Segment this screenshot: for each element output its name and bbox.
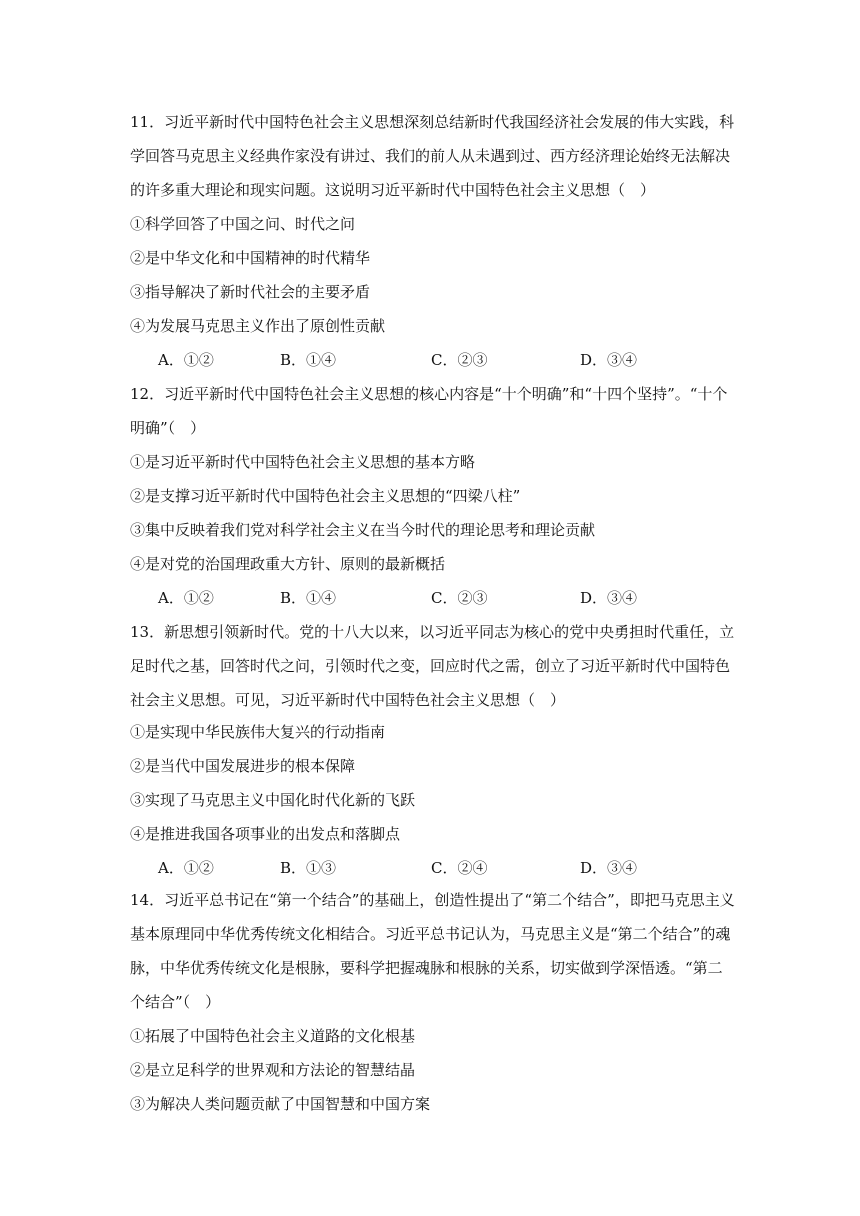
q11-item-3: ③指导解决了新时代社会的主要矛盾 bbox=[130, 283, 371, 301]
q13-item-1: ①是实现中华民族伟大复兴的行动指南 bbox=[130, 723, 386, 741]
q13-option-a: A．①② bbox=[158, 859, 214, 877]
q14-item-1: ①拓展了中国特色社会主义道路的文化根基 bbox=[130, 1027, 416, 1045]
q12-option-c: C．②③ bbox=[431, 589, 488, 607]
q11-option-b: B．①④ bbox=[280, 351, 337, 369]
q13-item-3: ③实现了马克思主义中国化时代化新的飞跃 bbox=[130, 791, 416, 809]
q11-item-2: ②是中华文化和中国精神的时代精华 bbox=[130, 249, 371, 267]
q14-item-2: ②是立足科学的世界观和方法论的智慧结晶 bbox=[130, 1061, 416, 1079]
q12-option-a: A．①② bbox=[158, 589, 214, 607]
q11-item-4: ④为发展马克思主义作出了原创性贡献 bbox=[130, 317, 386, 335]
q11-stem-line-1: 11．习近平新时代中国特色社会主义思想深刻总结新时代我国经济社会发展的伟大实践，科 bbox=[130, 113, 735, 131]
q12-option-b: B．①④ bbox=[280, 589, 337, 607]
q13-option-b: B．①③ bbox=[280, 859, 337, 877]
q14-item-3: ③为解决人类问题贡献了中国智慧和中国方案 bbox=[130, 1095, 431, 1113]
q12-option-d: D．③④ bbox=[580, 589, 638, 607]
q13-stem-line-3: 社会主义思想。可见，习近平新时代中国特色社会主义思想（ ） bbox=[130, 691, 566, 709]
q12-item-4: ④是对党的治国理政重大方针、原则的最新概括 bbox=[130, 555, 446, 573]
q13-option-c: C．②④ bbox=[431, 859, 488, 877]
q11-stem-line-3: 的许多重大理论和现实问题。这说明习近平新时代中国特色社会主义思想（ ） bbox=[130, 181, 656, 199]
q12-item-1: ①是习近平新时代中国特色社会主义思想的基本方略 bbox=[130, 453, 476, 471]
q13-stem-line-2: 足时代之基，回答时代之问，引领时代之变，回应时代之需，创立了习近平新时代中国特色 bbox=[130, 657, 731, 675]
q13-item-4: ④是推进我国各项事业的出发点和落脚点 bbox=[130, 825, 401, 843]
q14-stem-line-3: 脉，中华优秀传统文化是根脉，要科学把握魂脉和根脉的关系，切实做到学深悟透。“第二 bbox=[130, 959, 723, 977]
q12-stem-line-1: 12．习近平新时代中国特色社会主义思想的核心内容是“十个明确”和“十四个坚持”。“十个 bbox=[130, 385, 728, 403]
q11-item-1: ①科学回答了中国之问、时代之问 bbox=[130, 215, 356, 233]
q12-stem-line-2: 明确”（ ） bbox=[130, 419, 206, 437]
q11-option-d: D．③④ bbox=[580, 351, 638, 369]
q11-option-c: C．②③ bbox=[431, 351, 488, 369]
q13-item-2: ②是当代中国发展进步的根本保障 bbox=[130, 757, 356, 775]
q13-stem-line-1: 13．新思想引领新时代。党的十八大以来，以习近平同志为核心的党中央勇担时代重任，立 bbox=[130, 623, 735, 641]
q14-stem-line-2: 基本原理同中华优秀传统文化相结合。习近平总书记认为，马克思主义是“第二个结合”的魂 bbox=[130, 925, 731, 943]
q11-option-a: A．①② bbox=[158, 351, 214, 369]
q12-item-2: ②是支撑习近平新时代中国特色社会主义思想的“四梁八柱” bbox=[130, 487, 521, 505]
q12-item-3: ③集中反映着我们党对科学社会主义在当今时代的理论思考和理论贡献 bbox=[130, 521, 596, 539]
q14-stem-line-4: 个结合”（ ） bbox=[130, 993, 221, 1011]
q14-stem-line-1: 14．习近平总书记在“第一个结合”的基础上，创造性提出了“第二个结合”，即把马克思主义 bbox=[130, 891, 735, 909]
q11-stem-line-2: 学回答马克思主义经典作家没有讲过、我们的前人从未遇到过、西方经济理论始终无法解决 bbox=[130, 147, 731, 165]
q13-option-d: D．③④ bbox=[580, 859, 638, 877]
